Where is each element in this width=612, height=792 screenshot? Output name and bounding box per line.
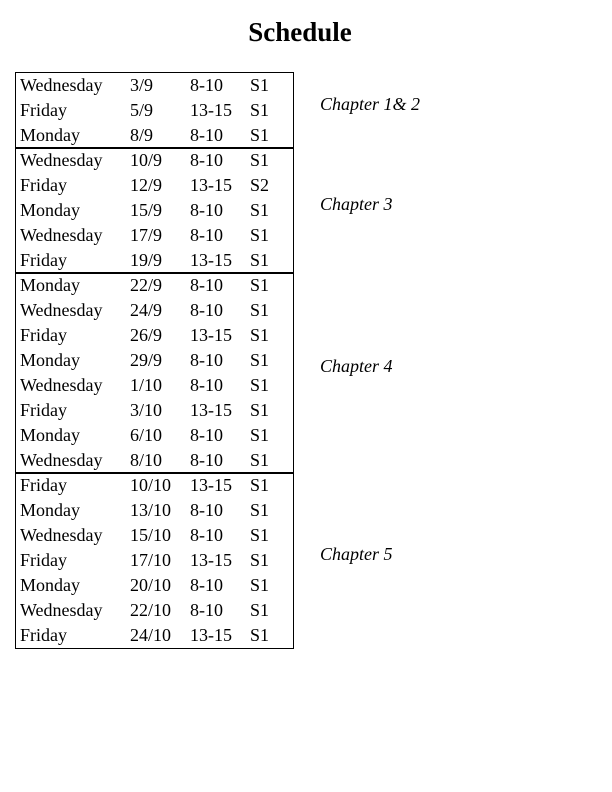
schedule-row (16, 398, 293, 423)
date-cell: 3/9 (130, 75, 154, 95)
schedule-row (16, 473, 293, 498)
room-cell: S1 (250, 325, 270, 345)
time-cell: 13-15 (190, 550, 232, 570)
schedule-block-chapter-4 (15, 272, 294, 474)
schedule-row (16, 223, 293, 248)
schedule-block-chapter-1-2 (15, 72, 294, 149)
room-cell: S1 (250, 200, 270, 220)
room-cell: S1 (250, 450, 270, 470)
room-cell: S1 (250, 250, 270, 270)
day-cell: Friday (20, 625, 67, 645)
schedule-row (16, 623, 293, 648)
day-cell: Wednesday (20, 525, 103, 545)
day-cell: Monday (20, 125, 80, 145)
schedule-row (16, 248, 293, 273)
date-cell: 17/10 (130, 550, 172, 570)
day-cell: Monday (20, 575, 80, 595)
schedule-block-chapter-5 (15, 472, 294, 649)
room-cell: S1 (250, 75, 270, 95)
time-cell: 8-10 (190, 425, 223, 445)
date-cell: 8/10 (130, 450, 163, 470)
room-cell: S1 (250, 150, 270, 170)
schedule-row (16, 323, 293, 348)
schedule-block-chapter-3 (15, 147, 294, 274)
schedule-row (16, 123, 293, 148)
date-cell: 24/10 (130, 625, 172, 645)
time-cell: 8-10 (190, 600, 223, 620)
time-cell: 8-10 (190, 150, 223, 170)
room-cell: S1 (250, 600, 270, 620)
day-cell: Wednesday (20, 450, 103, 470)
room-cell: S1 (250, 425, 270, 445)
room-cell: S1 (250, 475, 270, 495)
schedule-row (16, 273, 293, 298)
room-cell: S1 (250, 375, 270, 395)
date-cell: 17/9 (130, 225, 163, 245)
time-cell: 13-15 (190, 400, 232, 420)
time-cell: 13-15 (190, 625, 232, 645)
day-cell: Friday (20, 475, 67, 495)
time-cell: 8-10 (190, 275, 223, 295)
room-cell: S1 (250, 225, 270, 245)
day-cell: Friday (20, 100, 67, 120)
day-cell: Friday (20, 250, 67, 270)
schedule-row (16, 598, 293, 623)
time-cell: 13-15 (190, 325, 232, 345)
date-cell: 3/10 (130, 400, 163, 420)
date-cell: 5/9 (130, 100, 154, 120)
room-cell: S1 (250, 300, 270, 320)
schedule-row (16, 498, 293, 523)
time-cell: 8-10 (190, 225, 223, 245)
day-cell: Wednesday (20, 150, 103, 170)
day-cell: Friday (20, 175, 67, 195)
day-cell: Wednesday (20, 600, 103, 620)
date-cell: 12/9 (130, 175, 163, 195)
day-cell: Monday (20, 275, 80, 295)
room-cell: S1 (250, 100, 270, 120)
day-cell: Friday (20, 325, 67, 345)
time-cell: 13-15 (190, 175, 232, 195)
time-cell: 8-10 (190, 125, 223, 145)
room-cell: S1 (250, 500, 270, 520)
chapter-label: Chapter 4 (320, 356, 393, 376)
time-cell: 8-10 (190, 200, 223, 220)
date-cell: 20/10 (130, 575, 172, 595)
day-cell: Monday (20, 350, 80, 370)
room-cell: S1 (250, 400, 270, 420)
schedule-row (16, 523, 293, 548)
room-cell: S1 (250, 625, 270, 645)
time-cell: 8-10 (190, 300, 223, 320)
day-cell: Wednesday (20, 225, 103, 245)
page-title: Schedule (248, 17, 352, 47)
time-cell: 8-10 (190, 500, 223, 520)
time-cell: 8-10 (190, 575, 223, 595)
date-cell: 29/9 (130, 350, 163, 370)
schedule-row (16, 148, 293, 173)
room-cell: S2 (250, 175, 270, 195)
time-cell: 8-10 (190, 350, 223, 370)
day-cell: Friday (20, 400, 67, 420)
date-cell: 6/10 (130, 425, 163, 445)
date-cell: 10/10 (130, 475, 172, 495)
time-cell: 8-10 (190, 75, 223, 95)
room-cell: S1 (250, 350, 270, 370)
time-cell: 8-10 (190, 375, 223, 395)
schedule-row (16, 348, 293, 373)
date-cell: 19/9 (130, 250, 163, 270)
time-cell: 13-15 (190, 100, 232, 120)
date-cell: 15/9 (130, 200, 163, 220)
room-cell: S1 (250, 125, 270, 145)
time-cell: 13-15 (190, 250, 232, 270)
day-cell: Wednesday (20, 375, 103, 395)
day-cell: Wednesday (20, 300, 103, 320)
chapter-label: Chapter 5 (320, 544, 393, 564)
schedule-row (16, 298, 293, 323)
date-cell: 13/10 (130, 500, 172, 520)
day-cell: Monday (20, 500, 80, 520)
room-cell: S1 (250, 575, 270, 595)
date-cell: 15/10 (130, 525, 172, 545)
date-cell: 10/9 (130, 150, 163, 170)
date-cell: 22/10 (130, 600, 172, 620)
room-cell: S1 (250, 275, 270, 295)
chapter-label: Chapter 3 (320, 194, 393, 214)
chapter-label: Chapter 1& 2 (320, 94, 421, 114)
schedule-row (16, 448, 293, 473)
schedule-row (16, 423, 293, 448)
schedule-row (16, 548, 293, 573)
date-cell: 8/9 (130, 125, 154, 145)
date-cell: 22/9 (130, 275, 163, 295)
day-cell: Wednesday (20, 75, 103, 95)
room-cell: S1 (250, 525, 270, 545)
day-cell: Friday (20, 550, 67, 570)
schedule-row (16, 73, 293, 98)
schedule-row (16, 373, 293, 398)
time-cell: 8-10 (190, 525, 223, 545)
time-cell: 8-10 (190, 450, 223, 470)
schedule-row (16, 198, 293, 223)
room-cell: S1 (250, 550, 270, 570)
schedule-row (16, 98, 293, 123)
schedule-row (16, 173, 293, 198)
time-cell: 13-15 (190, 475, 232, 495)
day-cell: Monday (20, 200, 80, 220)
date-cell: 1/10 (130, 375, 163, 395)
schedule-row (16, 573, 293, 598)
date-cell: 26/9 (130, 325, 163, 345)
day-cell: Monday (20, 425, 80, 445)
date-cell: 24/9 (130, 300, 163, 320)
